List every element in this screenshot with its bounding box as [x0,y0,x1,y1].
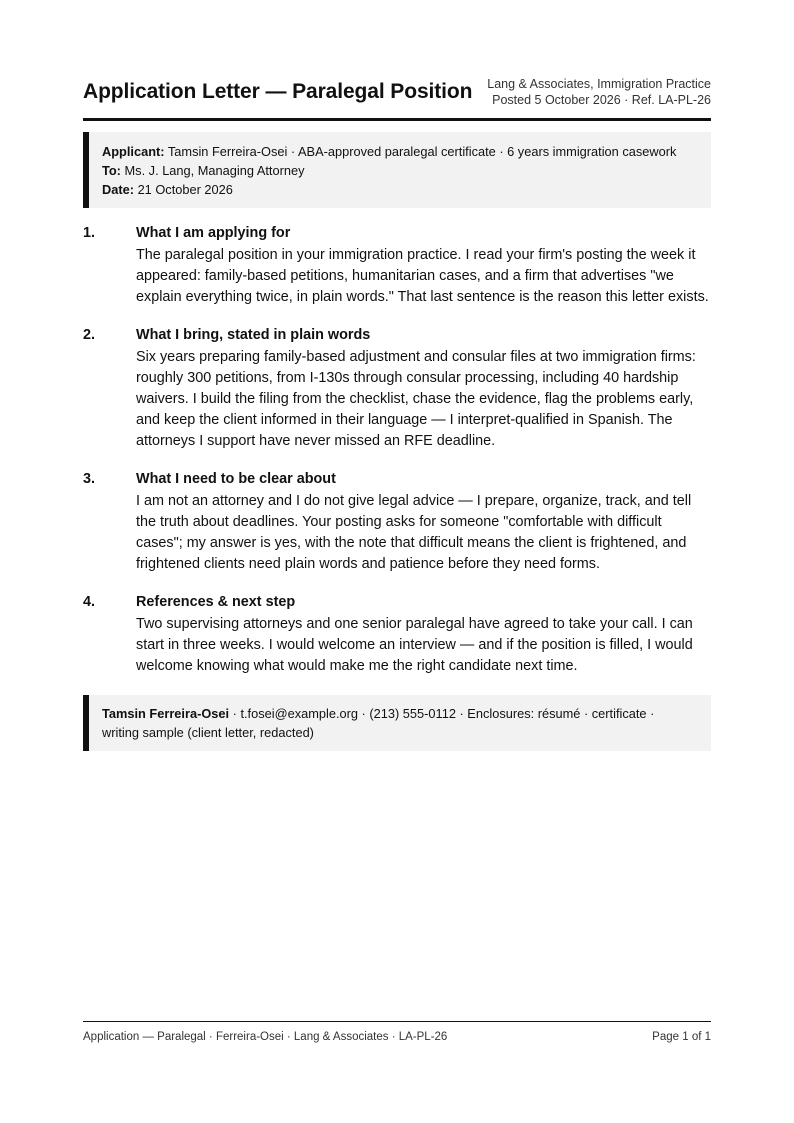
page-number: Page 1 of 1 [652,1031,711,1043]
section-text: The paralegal position in your immigration practice. I read your firm's posting the week it appeared: family-based petitions, humanitarian cases, and a firm that advertises "we explain everything twice, in plain words." That last sentence is the reason this letter exists. [136,247,709,305]
section-number: 1. [83,225,96,241]
page-footer [83,1021,711,1043]
page-title: Application Letter — Paralegal Position [83,80,473,103]
footer-reference: Application — Paralegal · Ferreira-Osei · Lang & Associates · LA-PL-26 [83,1031,448,1043]
posting-reference: Posted 5 October 2026 · Ref. LA-PL-26 [492,93,711,107]
applicant-value: Tamsin Ferreira-Osei · ABA-approved paralegal certificate · 6 years immigration casework [167,144,677,159]
letter-header [83,74,711,121]
posting-meta [487,76,711,108]
section-text: Six years preparing family-based adjustment and consular files at two immigration firms: roughly 300 petitions, from I-130s through consular processing, including 40 hardship waivers. I build the filing from the checklist, chase the evidence, flag the problems early, and keep the client informed in their language — I interpret-qualified in Spanish. The attorneys I support have never missed an RFE deadline. [136,349,696,449]
signature-details: · t.fosei@example.org · (213) 555-0112 · Enclosures: résumé · certificate · writing sample (client letter, redacted) [102,706,655,740]
recipient-line [102,161,711,180]
section-text: I am not an attorney and I do not give legal advice — I prepare, organize, track, and tell the truth about deadlines. Your posting asks for someone "comfortable with difficult cases"; my answer is yes, with the note that difficult means the client is frightened, and frightened clients need plain words and patience before they need forms. [136,493,692,572]
letter-sections [83,223,711,694]
date-line [102,180,711,199]
section-heading: What I am applying for [136,225,291,241]
applicant-label: Applicant: [102,144,165,159]
section-references [83,592,711,677]
section-what-i-bring [83,325,711,452]
recipient-value: Ms. J. Lang, Managing Attorney [124,163,305,178]
signature-box [83,695,711,751]
section-number: 2. [83,327,96,343]
recipient-label: To: [102,163,121,178]
section-heading: What I need to be clear about [136,471,336,487]
section-heading: What I bring, stated in plain words [136,327,371,343]
applicant-line [102,142,711,161]
firm-name: Lang & Associates, Immigration Practice [487,77,711,91]
section-heading: References & next step [136,594,296,610]
section-clear-about [83,469,711,575]
section-number: 3. [83,471,96,487]
section-text: Two supervising attorneys and one senior paralegal have agreed to take your call. I can start in three weeks. I would welcome an interview — and if the position is filled, I would welcome knowing what would make me the right candidate next time. [136,616,693,674]
section-number: 4. [83,594,96,610]
signature-name: Tamsin Ferreira-Osei [102,706,230,721]
date-label: Date: [102,182,134,197]
section-applying-for [83,223,711,308]
date-value: 21 October 2026 [137,182,233,197]
applicant-info-box [83,132,711,208]
